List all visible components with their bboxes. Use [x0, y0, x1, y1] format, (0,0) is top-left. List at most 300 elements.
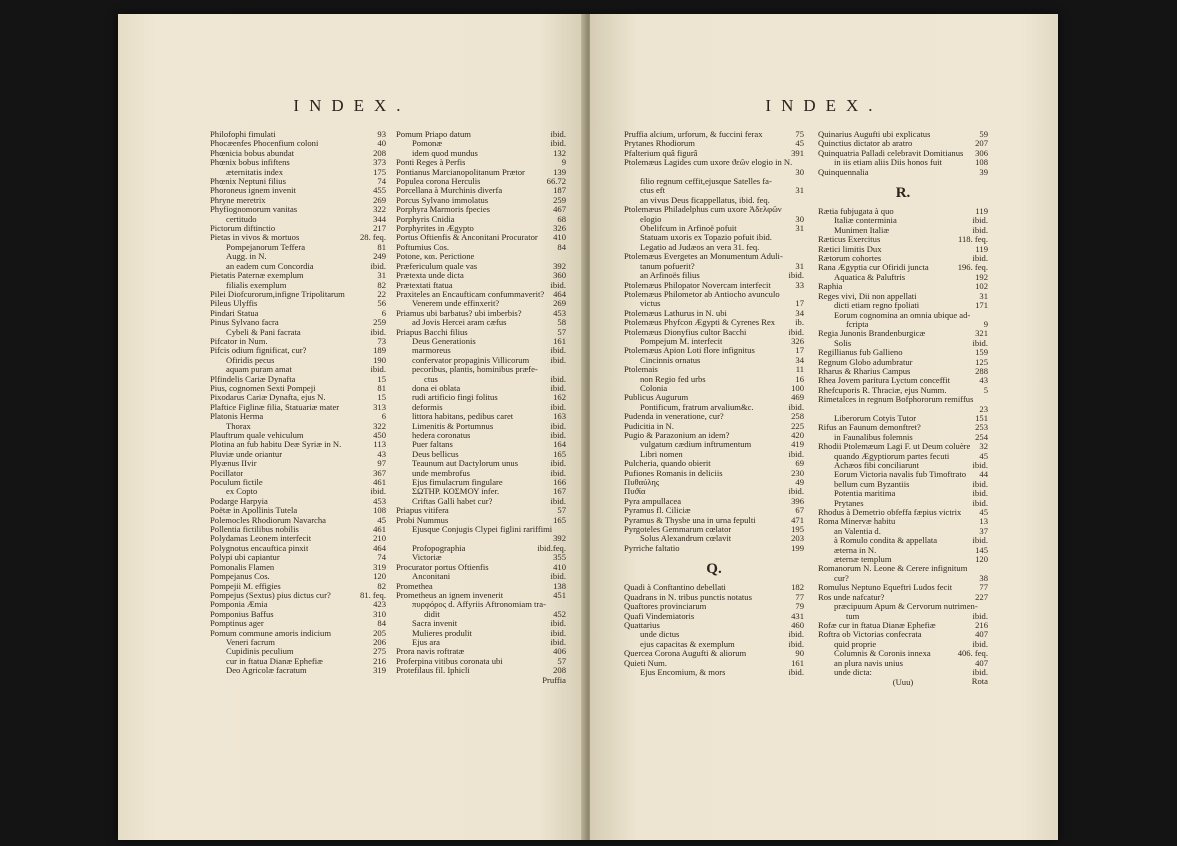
- index-entry-page: 34: [795, 307, 804, 318]
- index-entry: [624, 224, 804, 233]
- index-entry: [624, 243, 804, 252]
- index-entry-term: Polypi ubi capiantur: [210, 553, 280, 563]
- index-entry: [624, 659, 804, 668]
- index-entry: [624, 365, 804, 374]
- index-entry-term: Potone, και. Perictione: [396, 252, 475, 262]
- index-entry-page: ibid.: [788, 638, 804, 649]
- index-entry-page: 175: [373, 166, 386, 177]
- index-entry-page: 406: [553, 646, 566, 657]
- index-entry-term: Pompejanorum Teffera: [226, 242, 306, 252]
- index-entry: [210, 346, 386, 355]
- index-entry-page: 45: [795, 138, 804, 149]
- index-entry-page: 196. feq.: [957, 262, 988, 273]
- index-entry: [396, 186, 566, 195]
- index-entry: [396, 233, 566, 242]
- index-entry-term: Rimetalces in regnum Bofphororum remiffus: [818, 395, 974, 405]
- index-entry-term: [818, 405, 834, 414]
- index-entry: [396, 450, 566, 459]
- index-entry: [210, 619, 386, 628]
- index-entry-term: Ptolemæus Philometor ab Antiocho avunculo: [624, 289, 780, 299]
- index-entry-page: 207: [975, 138, 988, 149]
- catchword-left: Pruffia: [542, 674, 566, 685]
- index-entry-page: 217: [373, 223, 386, 234]
- index-entry-page: 326: [553, 223, 566, 234]
- index-entry-page: 30: [795, 213, 804, 224]
- index-entry-page: ibid.: [550, 129, 566, 139]
- index-entry-term: an eadem cum Concordia: [226, 261, 314, 271]
- index-entry-term: vulgatum cædium inftrumentum: [640, 440, 752, 450]
- index-entry-term: Eorum Victoria navalis fub Timoftrato: [834, 470, 967, 480]
- index-entry-page: 310: [373, 608, 386, 619]
- index-entry-term: Ptolemais: [624, 365, 658, 375]
- index-entry: [818, 158, 988, 167]
- index-entry: [818, 433, 988, 442]
- index-entry-term: Ptolemæus Phyfcon Ægypti & Cyrenes Rex: [624, 318, 776, 328]
- index-entry: [818, 367, 988, 376]
- index-entry-page: 319: [373, 561, 386, 572]
- index-entry-page: 258: [791, 411, 804, 422]
- index-entry-term: Columnis & Coronis innexa: [834, 649, 931, 659]
- index-entry-page: 113: [373, 439, 386, 450]
- index-entry-term: Rhefcuporis R. Thraciæ, ejus Numm.: [818, 385, 947, 395]
- index-entry-term: Mulieres produlit: [412, 628, 472, 638]
- index-entry-term: Ejus ara: [412, 637, 440, 647]
- index-entry-page: ibid.: [788, 270, 804, 281]
- index-entry-term: πυρφόρος d. Affyriis Aftronomiam tra-: [412, 600, 546, 610]
- index-entry-page: 49: [795, 477, 804, 488]
- index-entry-term: Ptolemæus Dionyfius cultor Bacchi: [624, 327, 747, 337]
- index-entry-page: 259: [373, 317, 386, 328]
- index-entry-term: Legatio ad Judæos an vera 31. feq.: [640, 242, 760, 252]
- index-entry-term: Ejus Encomium, & mors: [640, 667, 726, 677]
- index-entry: [624, 630, 804, 639]
- index-entry-term: Podarge Harpyia: [210, 496, 268, 506]
- index-entry-term: marmoreus: [412, 346, 451, 356]
- index-entry-page: 464: [553, 288, 566, 299]
- index-entry: [210, 478, 386, 487]
- index-entry-page: 16: [795, 373, 804, 384]
- index-entry-term: Πυθαύλης: [624, 478, 660, 488]
- index-entry: [210, 638, 386, 647]
- index-entry-page: 100: [791, 382, 804, 393]
- index-entry-term: Ejusque Conjugis Clypei figlini rariffimi: [412, 525, 553, 535]
- index-entry-term: æternitatis index: [226, 167, 284, 177]
- index-entry: [210, 215, 386, 224]
- index-entry-page: 23: [979, 403, 988, 414]
- index-entry: [818, 139, 988, 148]
- index-entry: [624, 469, 804, 478]
- index-entry-page: 45: [979, 450, 988, 461]
- index-entry-term: ex Copto: [226, 487, 258, 497]
- index-entry-page: 165: [553, 514, 566, 525]
- index-entry-term: Pinus Sylvano facra: [210, 318, 279, 328]
- index-entry: [624, 602, 804, 611]
- index-entry-page: ibid.: [550, 420, 566, 431]
- index-entry: [818, 612, 988, 621]
- index-entry-term: Ptolemæus Philadelphus cum uxore Ἀδελφῶν: [624, 205, 782, 215]
- index-entry-page: 208: [553, 665, 566, 676]
- index-entry-term: an plura navis unius: [834, 658, 903, 668]
- index-entry-term: Rhea Jovem paritura Lyctum conceffit: [818, 376, 951, 386]
- index-entry: [396, 403, 566, 412]
- signature-mark: (Uuu): [892, 676, 914, 687]
- index-entry-page: 45: [377, 514, 386, 525]
- index-entry: [396, 657, 566, 666]
- index-entry: [210, 139, 386, 148]
- index-entry: [818, 245, 988, 254]
- index-entry-page: 216: [373, 655, 386, 666]
- index-entry: [396, 205, 566, 214]
- index-entry-page: 367: [373, 467, 386, 478]
- index-entry: [818, 311, 988, 320]
- index-entry-page: 57: [557, 505, 566, 516]
- index-entry-page: 139: [553, 166, 566, 177]
- index-entry: [210, 177, 386, 186]
- index-entry-term: Pixodarus Cariæ Dynafta, ejus N.: [210, 393, 326, 403]
- index-entry: [210, 525, 386, 534]
- index-entry: [396, 309, 566, 318]
- index-entry-page: 407: [975, 657, 988, 668]
- index-entry-page: 90: [795, 648, 804, 659]
- index-entry: [624, 262, 804, 271]
- index-entry-page: ibid.: [788, 629, 804, 640]
- index-entry-term: ΣΩΤΗΡ. ΚΟΣΜΟΥ infer.: [412, 487, 500, 497]
- catchword-right: Rota: [971, 676, 988, 687]
- index-entry: [624, 544, 804, 553]
- index-entry: [818, 405, 988, 414]
- index-entry-term: Cupidinis peculium: [226, 647, 294, 657]
- index-entry-page: 208: [373, 147, 386, 158]
- index-entry-page: ibid.: [972, 497, 988, 508]
- index-entry-term: Prora navis roftratæ: [396, 647, 465, 657]
- index-entry: [210, 600, 386, 609]
- index-entry-term: tum: [846, 611, 860, 621]
- index-entry-term: Porphyrites in Ægypto: [396, 224, 474, 234]
- index-entry-term: Pictorum diftinctio: [210, 224, 276, 234]
- index-entry: [624, 412, 804, 421]
- index-entry-term: Ptolemæus Apion Loti flore infignitus: [624, 346, 755, 356]
- index-entry-term: Rhodii Ptolemæum Lagi F. ut Deum coluère: [818, 442, 971, 452]
- index-entry: [818, 470, 988, 479]
- index-entry-term: Porcus Sylvano immolatus: [396, 195, 489, 205]
- open-book: [118, 14, 1058, 840]
- index-entry-page: ib.: [795, 317, 804, 328]
- index-entry: [210, 610, 386, 619]
- index-entry-page: 74: [377, 552, 386, 563]
- index-entry: [818, 452, 988, 461]
- index-entry-page: 253: [975, 422, 988, 433]
- index-entry-term: Aquatica & Paluftris: [834, 272, 906, 282]
- index-entry-page: ibid.: [972, 666, 988, 677]
- index-entry-term: Pyramus fl. Ciliciæ: [624, 506, 691, 516]
- index-entry-term: cur in ftatua Dianæ Ephefiæ: [226, 656, 323, 666]
- index-entry-page: ibid.: [972, 638, 988, 649]
- index-entry: [624, 440, 804, 449]
- index-entry: [396, 647, 566, 656]
- index-entry: [210, 158, 386, 167]
- index-entry-term: Munimen Italiæ: [834, 225, 890, 235]
- index-entry: [624, 215, 804, 224]
- index-entry-term: Polemocles Rhodiorum Navarcha: [210, 515, 326, 525]
- index-entry: [210, 431, 386, 440]
- index-entry-term: Italiæ conterminia: [834, 216, 897, 226]
- index-entry: [818, 508, 988, 517]
- index-entry: [624, 384, 804, 393]
- index-entry: [396, 666, 566, 675]
- index-entry: [396, 281, 566, 290]
- index-entry-term: Philofophi fimulati: [210, 130, 276, 139]
- index-entry-page: 66.72: [546, 176, 566, 187]
- index-entry-page: 288: [975, 365, 988, 376]
- index-entry: [396, 591, 566, 600]
- index-entry: [396, 563, 566, 572]
- index-entry: [818, 329, 988, 338]
- index-entry-page: 32: [979, 441, 988, 452]
- index-entry: [210, 243, 386, 252]
- index-entry-term: Prometheus an ignem invenerit: [396, 590, 504, 600]
- index-entry: [210, 365, 386, 374]
- index-entry-page: 249: [373, 251, 386, 262]
- index-entry-term: Phocæenfes Phocenfium coloni: [210, 139, 319, 149]
- index-entry-term: Pontianus Marcianopolitanum Prætor: [396, 167, 525, 177]
- index-entry-page: 167: [553, 486, 566, 497]
- index-entry-term: Solus Alexandrum cœlavit: [640, 534, 732, 544]
- index-entry-page: ibid.: [972, 478, 988, 489]
- index-entry-term: Limenitis & Portumnus: [412, 421, 494, 431]
- index-entry-term: Quinquatria Palladi celebravit Domitianus: [818, 148, 964, 158]
- index-entry-page: 22: [377, 288, 386, 299]
- index-entry-term: Pomponia Æmia: [210, 600, 268, 610]
- index-entry-page: 164: [553, 439, 566, 450]
- index-entry-page: 450: [373, 430, 386, 440]
- index-entry-page: 138: [553, 580, 566, 591]
- index-entry: [210, 506, 386, 515]
- index-entry-page: ibid.: [972, 337, 988, 348]
- index-entry-term: Criftas Galli habet cur?: [412, 496, 493, 506]
- index-entry-term: Pruffia alcium, urforum, & fuccini ferax: [624, 130, 763, 139]
- index-entry: [396, 130, 566, 139]
- index-entry-page: ibid.: [550, 458, 566, 469]
- index-entry-term: Ros unde nafcatur?: [818, 592, 885, 602]
- index-entry-term: Platonis Herma: [210, 412, 264, 422]
- index-entry-term: Quinquennalia: [818, 167, 869, 177]
- index-entry-page: 82: [377, 279, 386, 290]
- index-entry: [210, 459, 386, 468]
- index-entry: [818, 263, 988, 272]
- index-entry-term: ctus: [424, 374, 438, 384]
- index-entry: [624, 640, 804, 649]
- index-entry-page: 69: [795, 458, 804, 469]
- index-entry-page: 206: [373, 636, 386, 647]
- index-entry: [624, 356, 804, 365]
- index-entry-term: præcipuum Apum & Cervorum nutrimen-: [834, 602, 978, 612]
- index-entry-page: 410: [553, 232, 566, 243]
- index-entry: [396, 262, 566, 271]
- index-entry: [396, 629, 566, 638]
- index-entry-page: 39: [979, 166, 988, 177]
- index-entry: [396, 365, 566, 374]
- index-entry-term: Pietas in vivos & mortuos: [210, 233, 300, 243]
- index-entry: [396, 328, 566, 337]
- index-column-right-1: [624, 130, 804, 677]
- index-entry-term: Pomponius Baffus: [210, 609, 274, 619]
- index-entry-page: 56: [377, 298, 386, 309]
- index-entry: [818, 564, 988, 573]
- index-entry-page: 161: [791, 657, 804, 668]
- index-entry-term: Phoroneus ignem invenit: [210, 186, 296, 196]
- index-entry: [396, 610, 566, 619]
- index-entry: [624, 205, 804, 214]
- index-entry-term: cur?: [834, 573, 849, 583]
- index-entry: [210, 553, 386, 562]
- index-entry-term: Πυϑία: [624, 487, 646, 497]
- index-entry-page: 132: [553, 147, 566, 158]
- index-entry-term: an vivus Deus ficappellatus, ibid. feq.: [640, 195, 770, 205]
- index-entry-term: Portus Oftienfis & Anconitani Procurator: [396, 233, 538, 243]
- index-entry: [396, 572, 566, 581]
- index-entry-term: Pomonæ: [412, 139, 443, 149]
- index-entry: [210, 497, 386, 506]
- index-entry: [210, 666, 386, 675]
- index-entry-term: fcripta: [846, 319, 869, 329]
- index-entry: [210, 318, 386, 327]
- index-entry-page: 17: [795, 298, 804, 309]
- index-entry-page: 406. feq.: [957, 648, 988, 659]
- index-entry-term: Pyrgoteles Gemmarum cœlator: [624, 525, 732, 535]
- index-entry-term: rudi artificio fingi folitus: [412, 393, 498, 403]
- index-entry-term: Promethea: [396, 581, 433, 591]
- index-entry-page: ibid.: [550, 138, 566, 149]
- index-entry-term: filio regnum ceffit,ejusque Satelles fa-: [640, 177, 772, 187]
- index-entry-page: ibid.: [550, 373, 566, 384]
- index-entry: [818, 555, 988, 564]
- index-entry-page: 461: [373, 524, 386, 535]
- index-entry-page: 410: [553, 561, 566, 572]
- index-entry: [624, 337, 804, 346]
- section-letter-q: Q.: [706, 561, 722, 578]
- index-entry-term: Romanorum N. Leone & Cerere infignitum: [818, 564, 968, 574]
- index-entry-page: 306: [975, 147, 988, 158]
- index-entry-term: Ptolemæus Lathurus in N. ubi: [624, 308, 727, 318]
- index-entry-page: 31: [377, 270, 386, 281]
- index-entry-term: Potentia maritima: [834, 489, 896, 499]
- index-entry-page: 40: [377, 138, 386, 149]
- index-entry-term: Pompejanus Cos.: [210, 572, 270, 582]
- index-entry-page: 326: [791, 335, 804, 346]
- index-entry: [624, 393, 804, 402]
- index-entry-term: confervator propaginis Villicorum: [412, 355, 530, 365]
- index-entry-page: 464: [373, 542, 386, 553]
- index-entry: [624, 478, 804, 487]
- index-entry: [624, 487, 804, 496]
- index-entry-term: Procurator portus Oftienfis: [396, 562, 489, 572]
- index-entry: [396, 177, 566, 186]
- index-entry-term: Pompejus (Sextus) pius dictus cur?: [210, 590, 331, 600]
- index-entry-term: didit: [424, 609, 440, 619]
- index-entry: [624, 299, 804, 308]
- index-entry: [396, 506, 566, 515]
- page-header-right: INDEX.: [765, 96, 883, 115]
- index-entry-term: Raphia: [818, 282, 843, 292]
- index-entry-term: Pifcator in Num.: [210, 336, 268, 346]
- index-entry-term: Deo Agricolæ facratum: [226, 666, 307, 676]
- index-entry-page: 269: [553, 298, 566, 309]
- index-entry-term: Præfericulum quale vas: [396, 261, 478, 271]
- index-entry-term: Rætia fubjugata à quo: [818, 207, 894, 217]
- index-entry-page: 44: [979, 469, 988, 480]
- index-entry-term: æterna in N.: [834, 545, 877, 555]
- index-entry-page: 30: [795, 166, 804, 177]
- index-entry: [818, 659, 988, 668]
- index-entry: [624, 177, 804, 186]
- index-entry-page: 81: [377, 241, 386, 252]
- index-entry: [210, 186, 386, 195]
- index-entry-page: 452: [553, 608, 566, 619]
- index-entry: [396, 422, 566, 431]
- index-entry-term: littora habitans, pedibus caret: [412, 412, 514, 422]
- index-entry-page: 77: [795, 591, 804, 602]
- index-entry-page: ibid.: [550, 627, 566, 638]
- index-entry: [210, 299, 386, 308]
- index-entry-term: Pocillator: [210, 468, 244, 478]
- index-entry-term: Pompejum M. interfecit: [640, 336, 723, 346]
- index-entry-term: Solis: [834, 338, 852, 348]
- index-entry-page: 203: [791, 533, 804, 544]
- index-entry-page: 81. feq.: [359, 589, 386, 600]
- index-entry: [624, 525, 804, 534]
- index-entry-term: Plauftrum quale vehiculum: [210, 431, 304, 440]
- index-entry: [818, 499, 988, 508]
- index-entry: [818, 593, 988, 602]
- index-entry: [624, 252, 804, 261]
- index-entry: [210, 356, 386, 365]
- index-entry-page: 392: [553, 260, 566, 271]
- index-entry: [624, 506, 804, 515]
- index-entry: [396, 271, 566, 280]
- index-entry: [818, 273, 988, 282]
- index-entry-page: 45: [979, 507, 988, 518]
- index-entry-page: ibid.: [550, 345, 566, 356]
- index-entry-term: Pomptinus ager: [210, 619, 264, 629]
- index-entry: [396, 478, 566, 487]
- index-entry: [396, 553, 566, 562]
- index-entry-page: 82: [377, 580, 386, 591]
- index-entry-page: 28. feq.: [359, 232, 386, 243]
- index-entry-page: 199: [791, 542, 804, 553]
- index-entry-page: 59: [979, 129, 988, 139]
- index-entry-page: 6: [381, 307, 386, 318]
- index-entry-term: Colonia: [640, 383, 668, 393]
- index-entry: [624, 290, 804, 299]
- index-entry-page: ibid.: [972, 460, 988, 470]
- index-entry-page: 171: [975, 300, 988, 311]
- index-entry-term: Phœnix bobus infiftens: [210, 158, 290, 168]
- index-entry-term: Rana Ægyptia cur Ofiridi juncta: [818, 263, 929, 273]
- index-entry-term: Phryne meretrix: [210, 195, 266, 205]
- index-entry-page: 79: [795, 601, 804, 612]
- index-entry-term: Ofiridis pecus: [226, 355, 275, 365]
- index-entry-term: Pietatis Paternæ exemplum: [210, 271, 304, 281]
- index-entry: [624, 346, 804, 355]
- index-entry-page: 77: [979, 582, 988, 593]
- index-entry: [818, 149, 988, 158]
- index-entry-page: ibid.: [972, 535, 988, 546]
- index-entry: [396, 318, 566, 327]
- index-entry-term: ejus capacitas & exemplum: [640, 639, 735, 649]
- index-entry-term: Plotina an fub habitu Deæ Syriæ in N.: [210, 440, 342, 450]
- index-entry-term: Statuam uxoris ex Topazio pofuit ibid.: [640, 233, 772, 243]
- index-entry-term: Liberorum Cotyis Tutor: [834, 413, 917, 423]
